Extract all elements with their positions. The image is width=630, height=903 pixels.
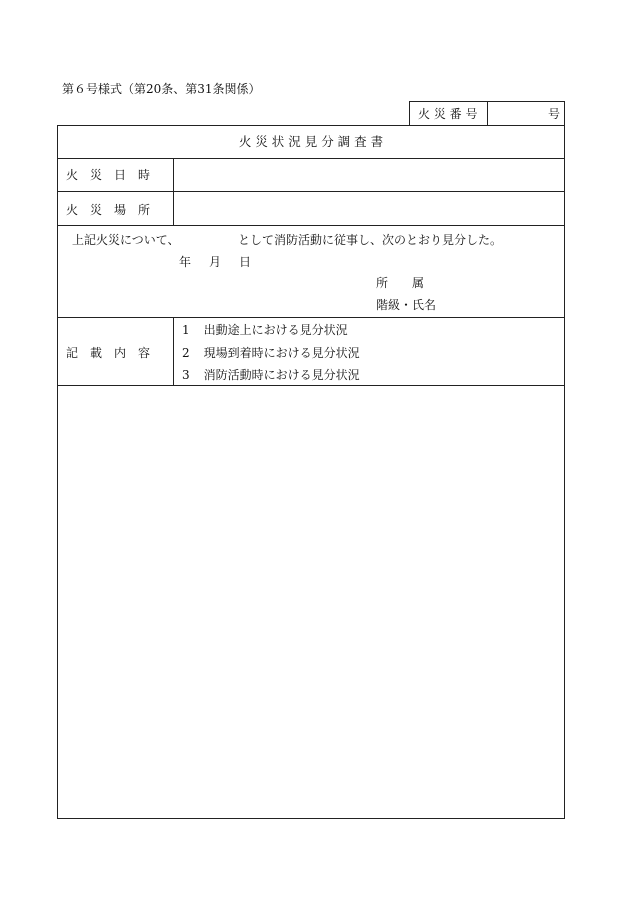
list-item <box>182 324 348 336</box>
fire-datetime-field[interactable] <box>174 159 564 191</box>
document-title: 火 災 状 況 見 分 調 査 書 <box>238 134 384 149</box>
rank-name-field[interactable] <box>438 294 558 312</box>
form-number-title: 第６号様式（第20条、第31条関係） <box>62 82 261 96</box>
affiliation-label: 所 属 <box>376 276 425 290</box>
item-text: 出動途上における見分状況 <box>203 323 348 337</box>
fire-datetime-label: 火 災 日 時 <box>66 168 151 182</box>
activity-role-field[interactable] <box>180 230 236 248</box>
list-item <box>182 369 360 381</box>
fire-location-label: 火 災 場 所 <box>66 203 151 217</box>
declaration-start: 上記火災について、 <box>72 233 180 247</box>
item-text: 消防活動時における見分状況 <box>203 368 360 382</box>
item-number: 1 <box>182 323 190 337</box>
affiliation-field[interactable] <box>438 272 558 290</box>
fire-number-suffix: 号 <box>548 107 561 121</box>
item-text: 現場到着時における見分状況 <box>203 346 360 360</box>
fire-number-box <box>409 101 565 126</box>
rank-name-label: 階級・氏名 <box>376 298 437 312</box>
fire-location-field[interactable] <box>174 192 564 225</box>
observation-notes-area[interactable] <box>58 386 564 818</box>
declaration-date: 年 月 日 <box>179 255 255 269</box>
main-form <box>57 125 565 819</box>
fire-number-label: 火 災 番 号 <box>418 107 478 121</box>
item-number: 3 <box>182 368 190 382</box>
list-item <box>182 347 360 359</box>
declaration-end: として消防活動に従事し、次のとおり見分した。 <box>238 233 503 247</box>
contents-label: 記 載 内 容 <box>66 346 151 360</box>
item-number: 2 <box>182 346 190 360</box>
